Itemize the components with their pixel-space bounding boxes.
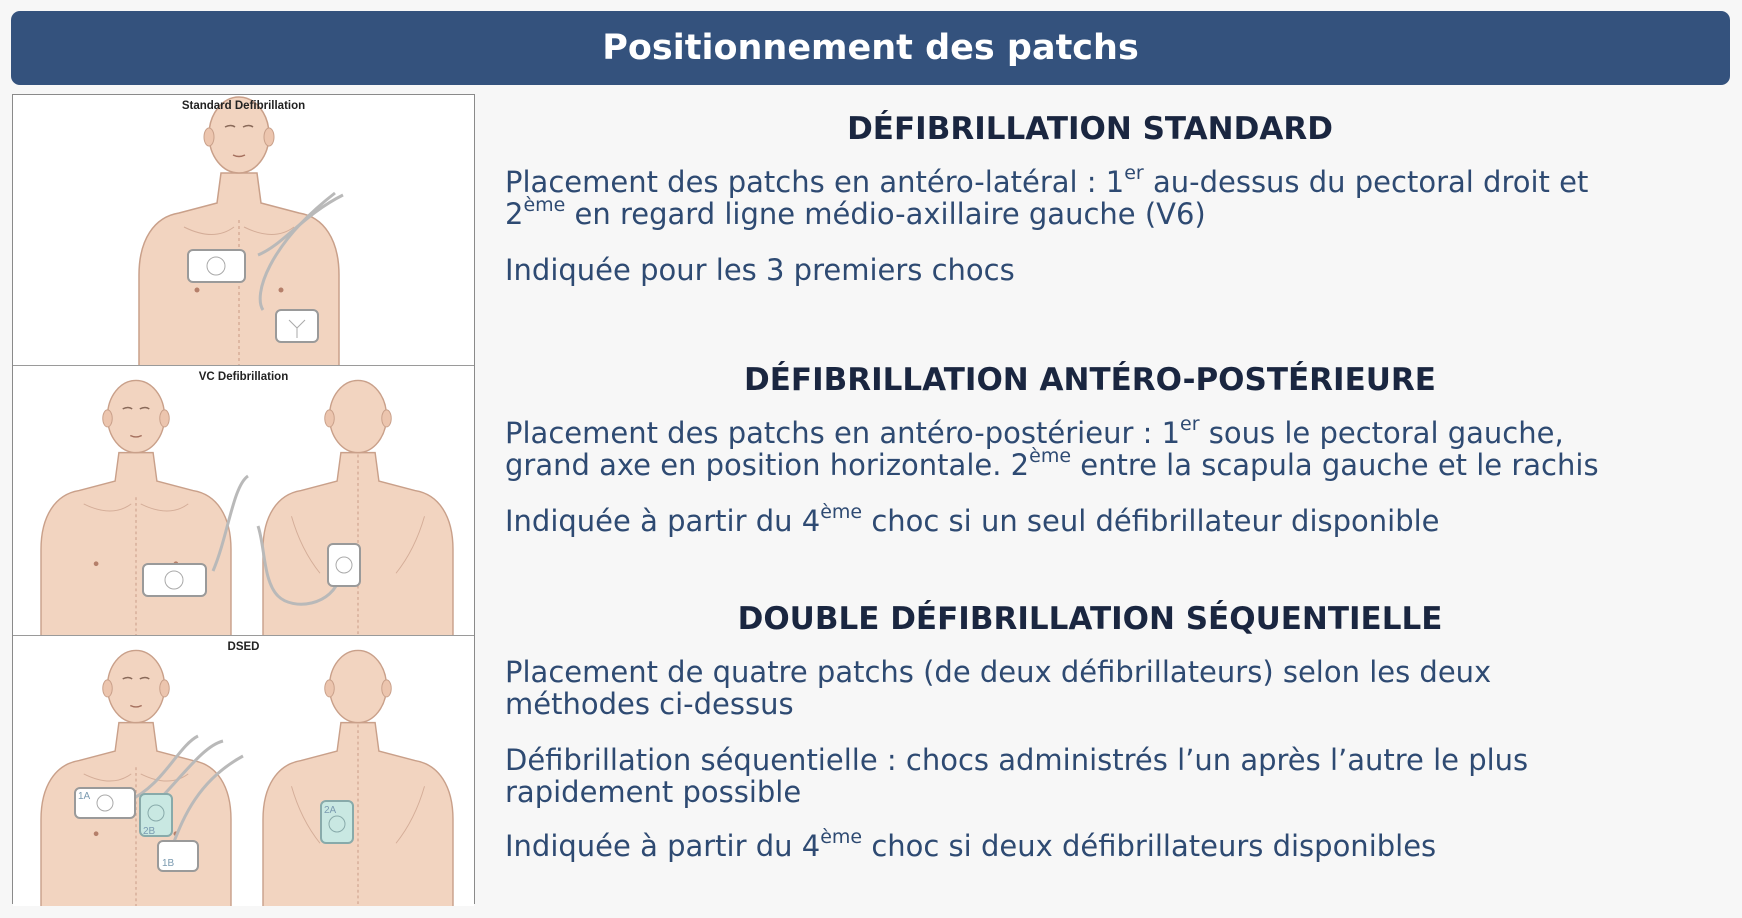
ap-indication-text: Indiquée à partir du 4ème choc si un seul défibrillateur disponible <box>505 501 1440 538</box>
panel-title: DSED <box>227 641 260 653</box>
standard-indication-text: Indiquée pour les 3 premiers chocs <box>505 253 1015 287</box>
panel-dsed <box>13 635 474 906</box>
panel-title: VC Defibrillation <box>198 371 289 383</box>
panel-vc <box>13 365 474 636</box>
panel-title: Standard Defibrillation <box>181 100 306 112</box>
pad-label: 2B <box>143 826 156 837</box>
patch-right-pectoral <box>188 250 245 282</box>
vc-illustration <box>13 366 474 636</box>
section-title-dsed: DOUBLE DÉFIBRILLATION SÉQUENTIELLE <box>737 601 1443 637</box>
dsed-placement-text: Placement de quatre patchs (de deux défibrillateurs) selon les deux méthodes ci-dessus <box>505 655 1492 721</box>
ap-placement-text: Placement des patchs en antéro-postérieur : 1er sous le pectoral gauche, grand axe en position horizontale. 2ème entre la scapula gauche et le rachis <box>505 413 1599 482</box>
pad-label: 1B <box>162 858 175 869</box>
patch-left-pectoral <box>143 564 206 596</box>
header-bar <box>11 11 1730 85</box>
dsed-indication-text: Indiquée à partir du 4ème choc si deux défibrillateurs disponibles <box>505 826 1437 863</box>
section-title-antero-posterior: DÉFIBRILLATION ANTÉRO-POSTÉRIEURE <box>744 362 1436 398</box>
panel-standard <box>13 95 474 365</box>
pad-label: 1A <box>78 791 91 802</box>
patch-back-scapula <box>328 544 360 586</box>
standard-placement-text: Placement des patchs en antéro-latéral : 1er au-dessus du pectoral droit et 2ème en regard ligne médio-axillaire gauche (V6) <box>505 162 1589 231</box>
illustration-figure <box>12 94 475 904</box>
dsed-sequential-text: Défibrillation séquentielle : chocs administrés l’un après l’autre le plus rapidement possible <box>505 743 1529 809</box>
standard-illustration <box>13 95 474 365</box>
section-title-standard: DÉFIBRILLATION STANDARD <box>847 111 1333 147</box>
pad-label: 2A <box>324 805 337 816</box>
page-title: Positionnement des patchs <box>602 28 1139 68</box>
dsed-illustration <box>13 636 474 906</box>
